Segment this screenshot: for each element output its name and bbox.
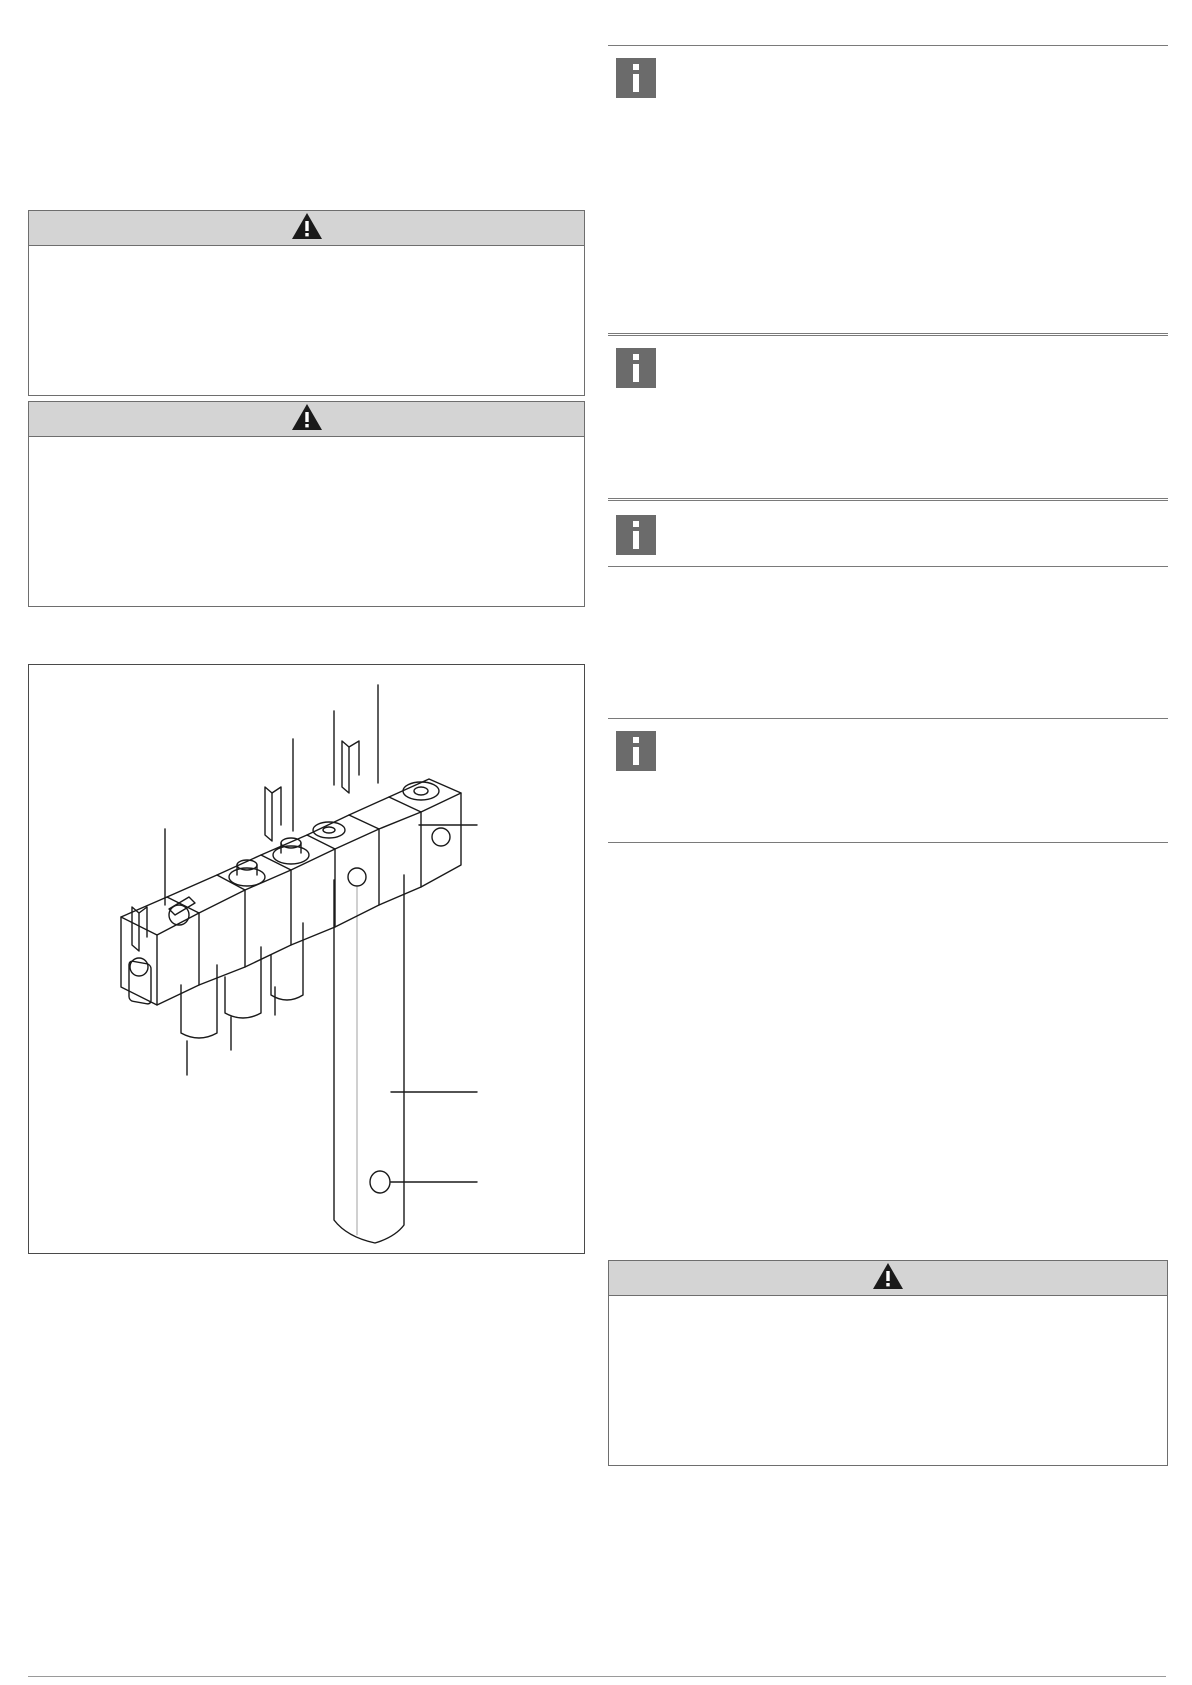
info-note — [608, 45, 1168, 330]
info-icon — [616, 515, 656, 555]
product-figure — [28, 664, 585, 1254]
note-divider — [608, 842, 1168, 843]
warning-header — [29, 211, 584, 246]
warning-box — [28, 401, 585, 607]
warning-text — [29, 246, 584, 266]
info-note — [608, 718, 1168, 842]
warning-header — [609, 1261, 1167, 1296]
warning-box — [608, 1260, 1168, 1466]
warning-box — [28, 210, 585, 396]
manifold-drawing — [29, 665, 586, 1255]
warning-text — [609, 1296, 1167, 1316]
info-note — [608, 333, 1168, 498]
note-text — [672, 336, 1168, 346]
info-icon — [616, 348, 656, 388]
note-text — [672, 46, 1168, 56]
warning-text — [29, 437, 584, 457]
warning-triangle-icon — [872, 1262, 904, 1295]
info-icon — [616, 731, 656, 771]
warning-triangle-icon — [291, 403, 323, 436]
info-note — [608, 498, 1168, 566]
footer-divider — [28, 1676, 1166, 1677]
warning-triangle-icon — [291, 212, 323, 245]
note-text — [672, 719, 1168, 729]
warning-header — [29, 402, 584, 437]
note-divider — [608, 566, 1168, 567]
note-text — [672, 501, 1168, 511]
info-icon — [616, 58, 656, 98]
